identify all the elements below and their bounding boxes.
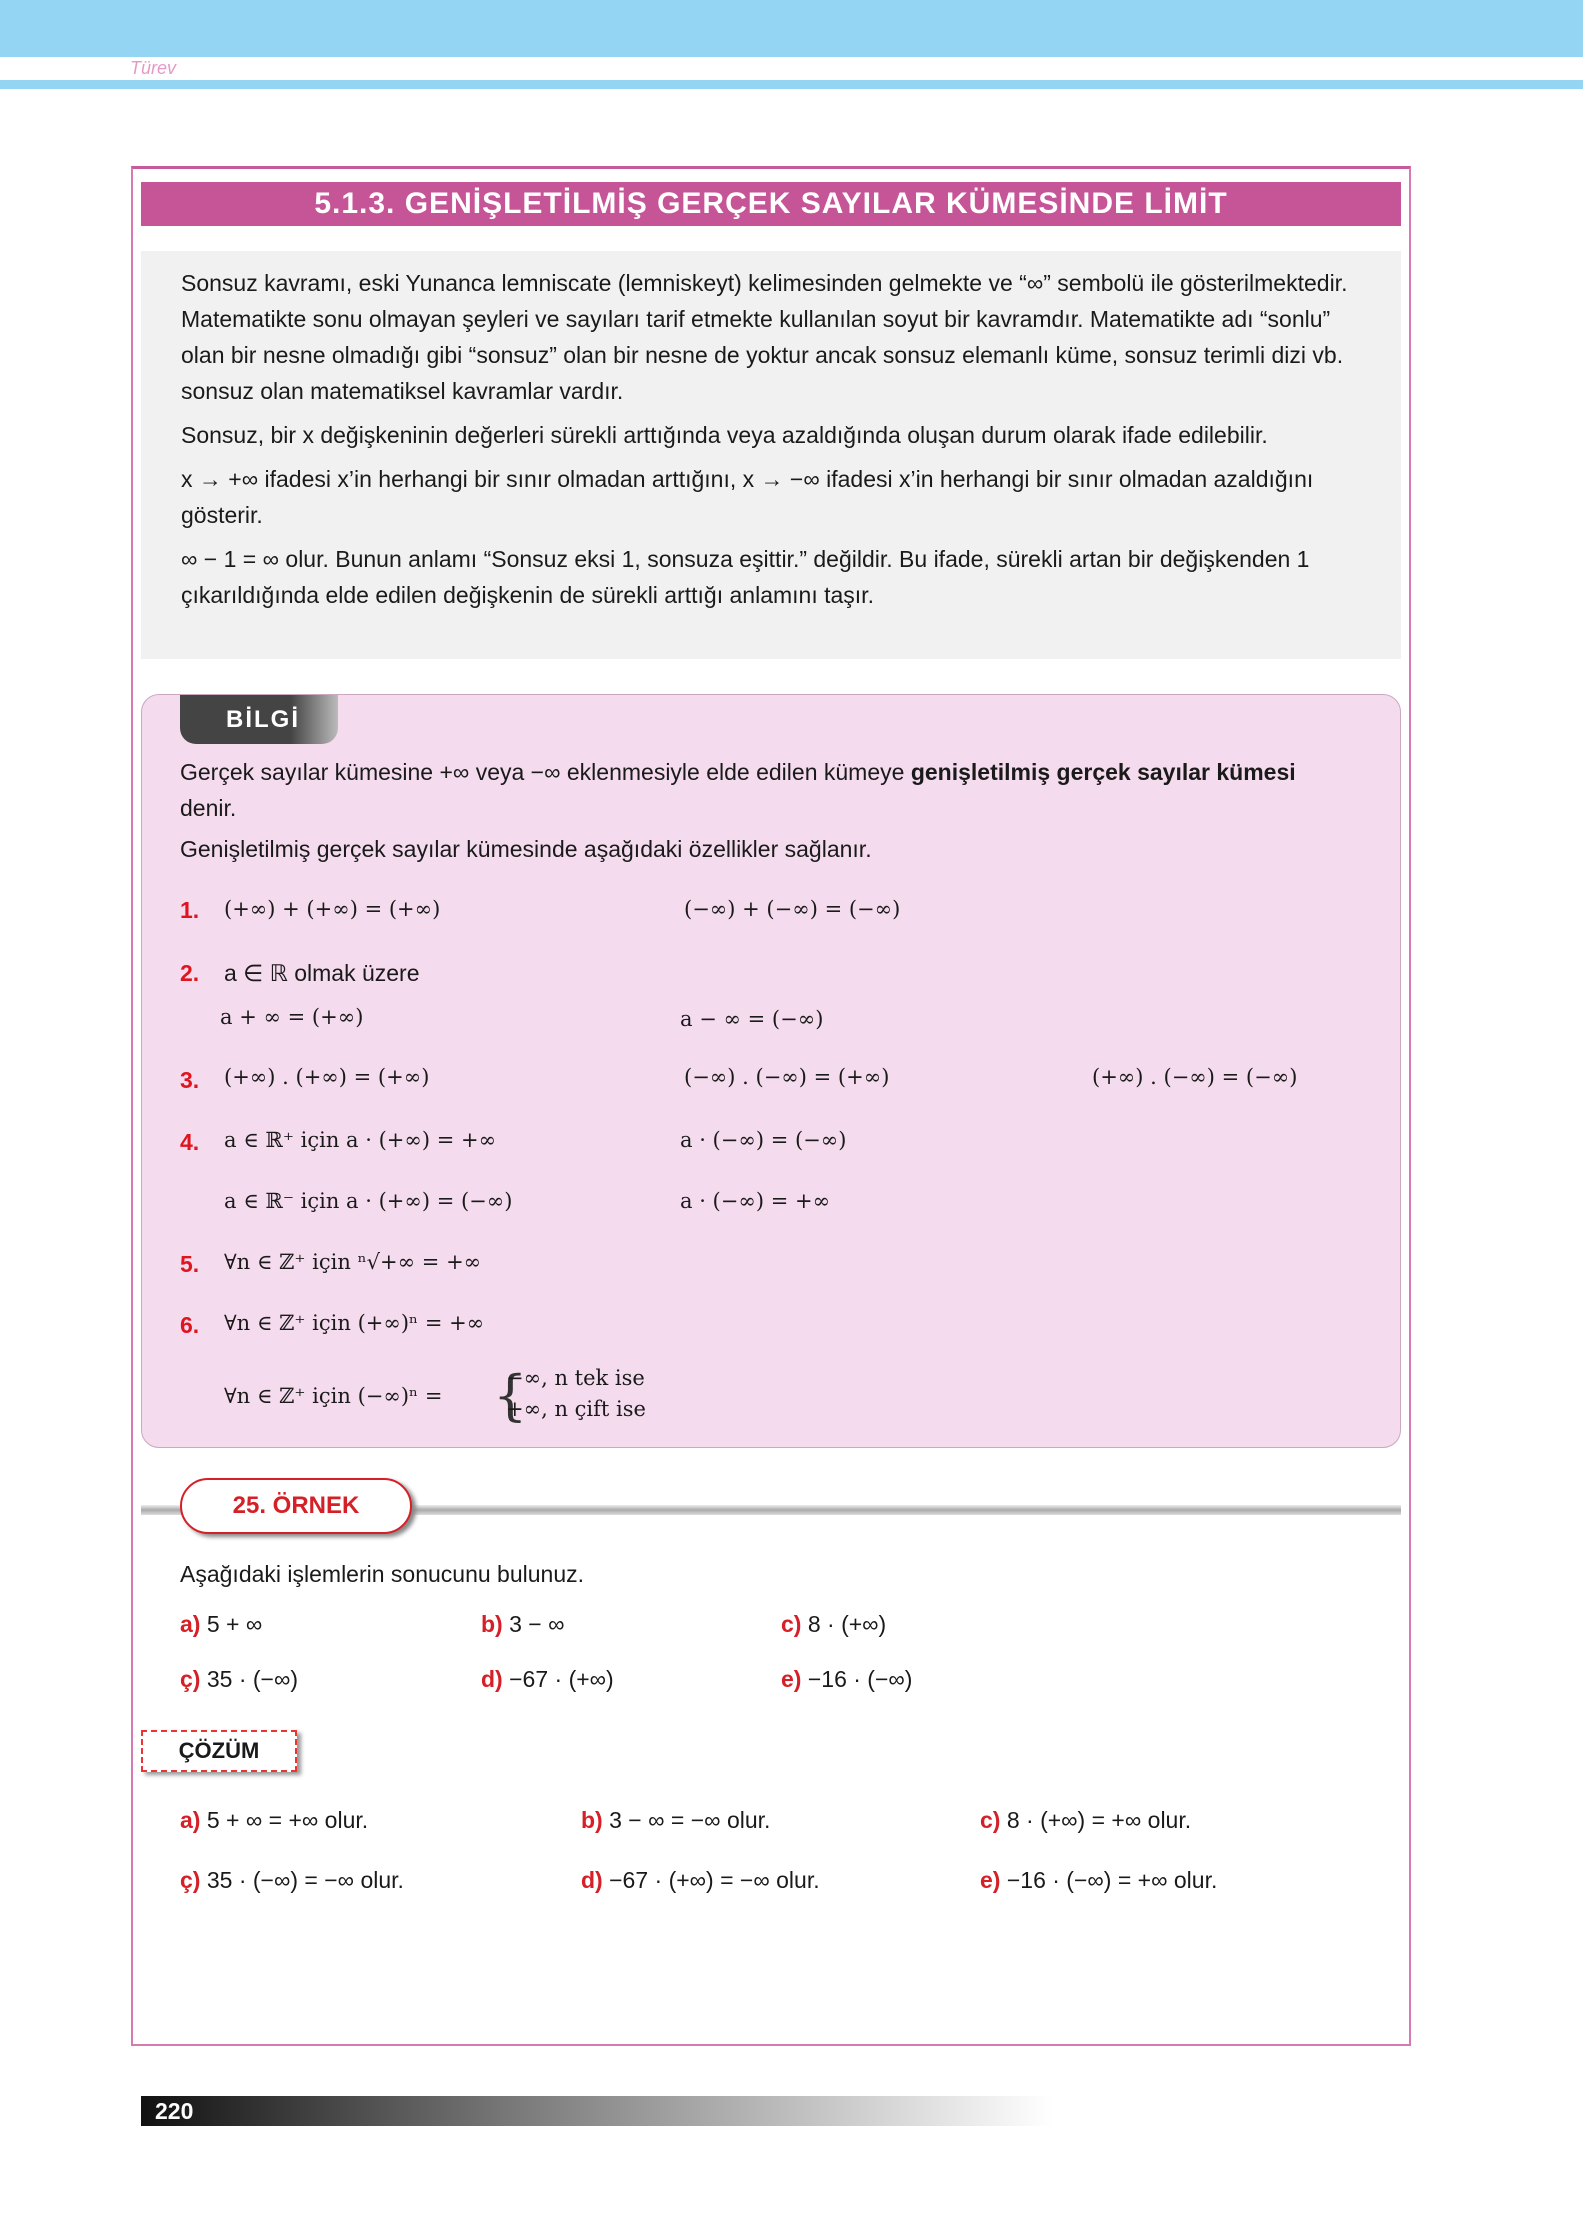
brace-symbol: {	[493, 1364, 528, 1427]
item-expr: 35 · (−∞) = −∞ olur.	[206, 1867, 404, 1893]
case-formula: +∞, n çift ise	[506, 1397, 646, 1421]
example-item	[481, 1666, 614, 1693]
item-expr: 3 − ∞	[509, 1611, 565, 1637]
item-number: 4.	[180, 1129, 200, 1155]
solution-item	[581, 1867, 820, 1894]
item-expr: −16 · (−∞)	[807, 1666, 913, 1692]
property-condition: a ∈ ℝ olmak üzere	[224, 960, 420, 986]
definition-text: Gerçek sayılar kümesine +∞ veya −∞ eklenmesiyle elde edilen kümeye	[180, 759, 911, 785]
property-formula: a · (−∞) = +∞	[680, 1189, 831, 1213]
intro-box	[141, 251, 1401, 659]
info-properties-intro: Genişletilmiş gerçek sayılar kümesinde aşağıdaki özellikler sağlanır.	[180, 836, 872, 862]
item-expr: 5 + ∞	[206, 1611, 263, 1637]
example-item	[481, 1611, 565, 1638]
property-formula: a − ∞ = (−∞)	[680, 1007, 824, 1031]
property-formula: ∀n ∈ ℤ⁺ için ⁿ√+∞ = +∞	[224, 1250, 482, 1274]
property-formula: (+∞) + (+∞) = (+∞)	[224, 897, 441, 921]
property-formula: a · (−∞) = (−∞)	[680, 1128, 847, 1152]
item-key: d)	[481, 1666, 503, 1692]
example-item	[180, 1666, 298, 1693]
item-expr: −16 · (−∞) = +∞ olur.	[1006, 1867, 1218, 1893]
item-key: d)	[581, 1867, 603, 1893]
solution-label: ÇÖZÜM	[141, 1730, 297, 1772]
item-key: a)	[180, 1611, 201, 1637]
solution-item	[980, 1807, 1191, 1834]
definition-term: genişletilmiş gerçek sayılar kümesi	[910, 759, 1296, 785]
item-key: ç)	[180, 1666, 201, 1692]
info-definition	[180, 754, 1380, 826]
property-formula: a + ∞ = (+∞)	[220, 1005, 364, 1029]
item-number: 3.	[180, 1067, 200, 1093]
property-formula: ∀n ∈ ℤ⁺ için (−∞)ⁿ =	[224, 1384, 443, 1408]
page-number: 220	[155, 2098, 194, 2124]
item-number: 6.	[180, 1312, 200, 1338]
chapter-label: Türev	[130, 58, 177, 78]
property-formula: (+∞) . (+∞) = (+∞)	[224, 1065, 430, 1089]
section-title: 5.1.3. GENİŞLETİLMİŞ GERÇEK SAYILAR KÜMESİNDE LİMİT	[141, 182, 1401, 226]
item-number: 2.	[180, 960, 200, 986]
item-expr: 8 · (+∞) = +∞ olur.	[1006, 1807, 1192, 1833]
item-key: c)	[980, 1807, 1001, 1833]
example-prompt: Aşağıdaki işlemlerin sonucunu bulunuz.	[180, 1561, 585, 1587]
item-expr: 5 + ∞ = +∞ olur.	[206, 1807, 369, 1833]
header-stripe	[0, 80, 1583, 89]
solution-item	[980, 1867, 1217, 1894]
intro-paragraph: Sonsuz, bir x değişkeninin değerleri sürekli arttığında veya azaldığında oluşan durum olarak ifade edilebilir.	[181, 422, 1268, 448]
definition-text-end: denir.	[180, 795, 237, 821]
item-number: 5.	[180, 1251, 200, 1277]
item-key: c)	[781, 1611, 802, 1637]
item-expr: −67 · (+∞) = −∞ olur.	[609, 1867, 820, 1893]
property-formula: ∀n ∈ ℤ⁺ için (+∞)ⁿ = +∞	[224, 1311, 485, 1335]
item-key: e)	[980, 1867, 1001, 1893]
property-formula: a ∈ ℝ⁻ için a · (+∞) = (−∞)	[224, 1189, 513, 1213]
item-expr: 3 − ∞ = −∞ olur.	[609, 1807, 771, 1833]
property-formula: a ∈ ℝ⁺ için a · (+∞) = +∞	[224, 1128, 497, 1152]
item-number: 1.	[180, 897, 200, 923]
header-band	[0, 0, 1583, 57]
item-expr: 35 · (−∞)	[206, 1666, 299, 1692]
item-expr: 8 · (+∞)	[807, 1611, 887, 1637]
property-formula: (+∞) . (−∞) = (−∞)	[1092, 1065, 1298, 1089]
item-key: a)	[180, 1807, 201, 1833]
solution-item	[180, 1867, 404, 1894]
item-expr: −67 · (+∞)	[509, 1666, 614, 1692]
solution-item	[180, 1807, 368, 1834]
property-formula: (−∞) . (−∞) = (+∞)	[684, 1065, 890, 1089]
item-key: b)	[581, 1807, 603, 1833]
intro-paragraph: Sonsuz kavramı, eski Yunanca lemniscate (lemniskeyt) kelimesinden gelmekte ve “∞” sembolü ile gösterilmektedir. Matematikte sonu olmayan şeyleri ve sayıları tarif etmekte kullanılan soyut bir kavramdır. Matematikte adı “sonlu” olan bir nesne olmadığı gibi “sonsuz” olan bir nesne de yoktur ancak sonsuz elemanlı küme, sonsuz terimli dizi vb. sonsuz olan matematiksel kavramlar vardır.	[181, 270, 1348, 404]
example-label: 25. ÖRNEK	[180, 1478, 412, 1534]
example-item	[781, 1611, 886, 1638]
intro-paragraph: x → +∞ ifadesi x’in herhangi bir sınır olmadan arttığını, x → −∞ ifadesi x’in herhangi bir sınır olmadan azaldığını gösterir.	[181, 466, 1314, 528]
item-key: b)	[481, 1611, 503, 1637]
example-item	[180, 1611, 262, 1638]
case-formula: −∞, n tek ise	[506, 1366, 645, 1390]
info-tab: BİLGİ	[180, 695, 338, 744]
intro-paragraph: ∞ − 1 = ∞ olur. Bunun anlamı “Sonsuz eksi 1, sonsuza eşittir.” değildir. Bu ifade, sürekli artan bir değişkenden 1 çıkarıldığında elde edilen değişkenin de sürekli arttığı anlamını taşır.	[181, 546, 1310, 608]
property-formula: (−∞) + (−∞) = (−∞)	[684, 897, 901, 921]
item-key: ç)	[180, 1867, 201, 1893]
page-footer-bar	[141, 2096, 1053, 2126]
item-key: e)	[781, 1666, 802, 1692]
solution-item	[581, 1807, 770, 1834]
example-item	[781, 1666, 912, 1693]
